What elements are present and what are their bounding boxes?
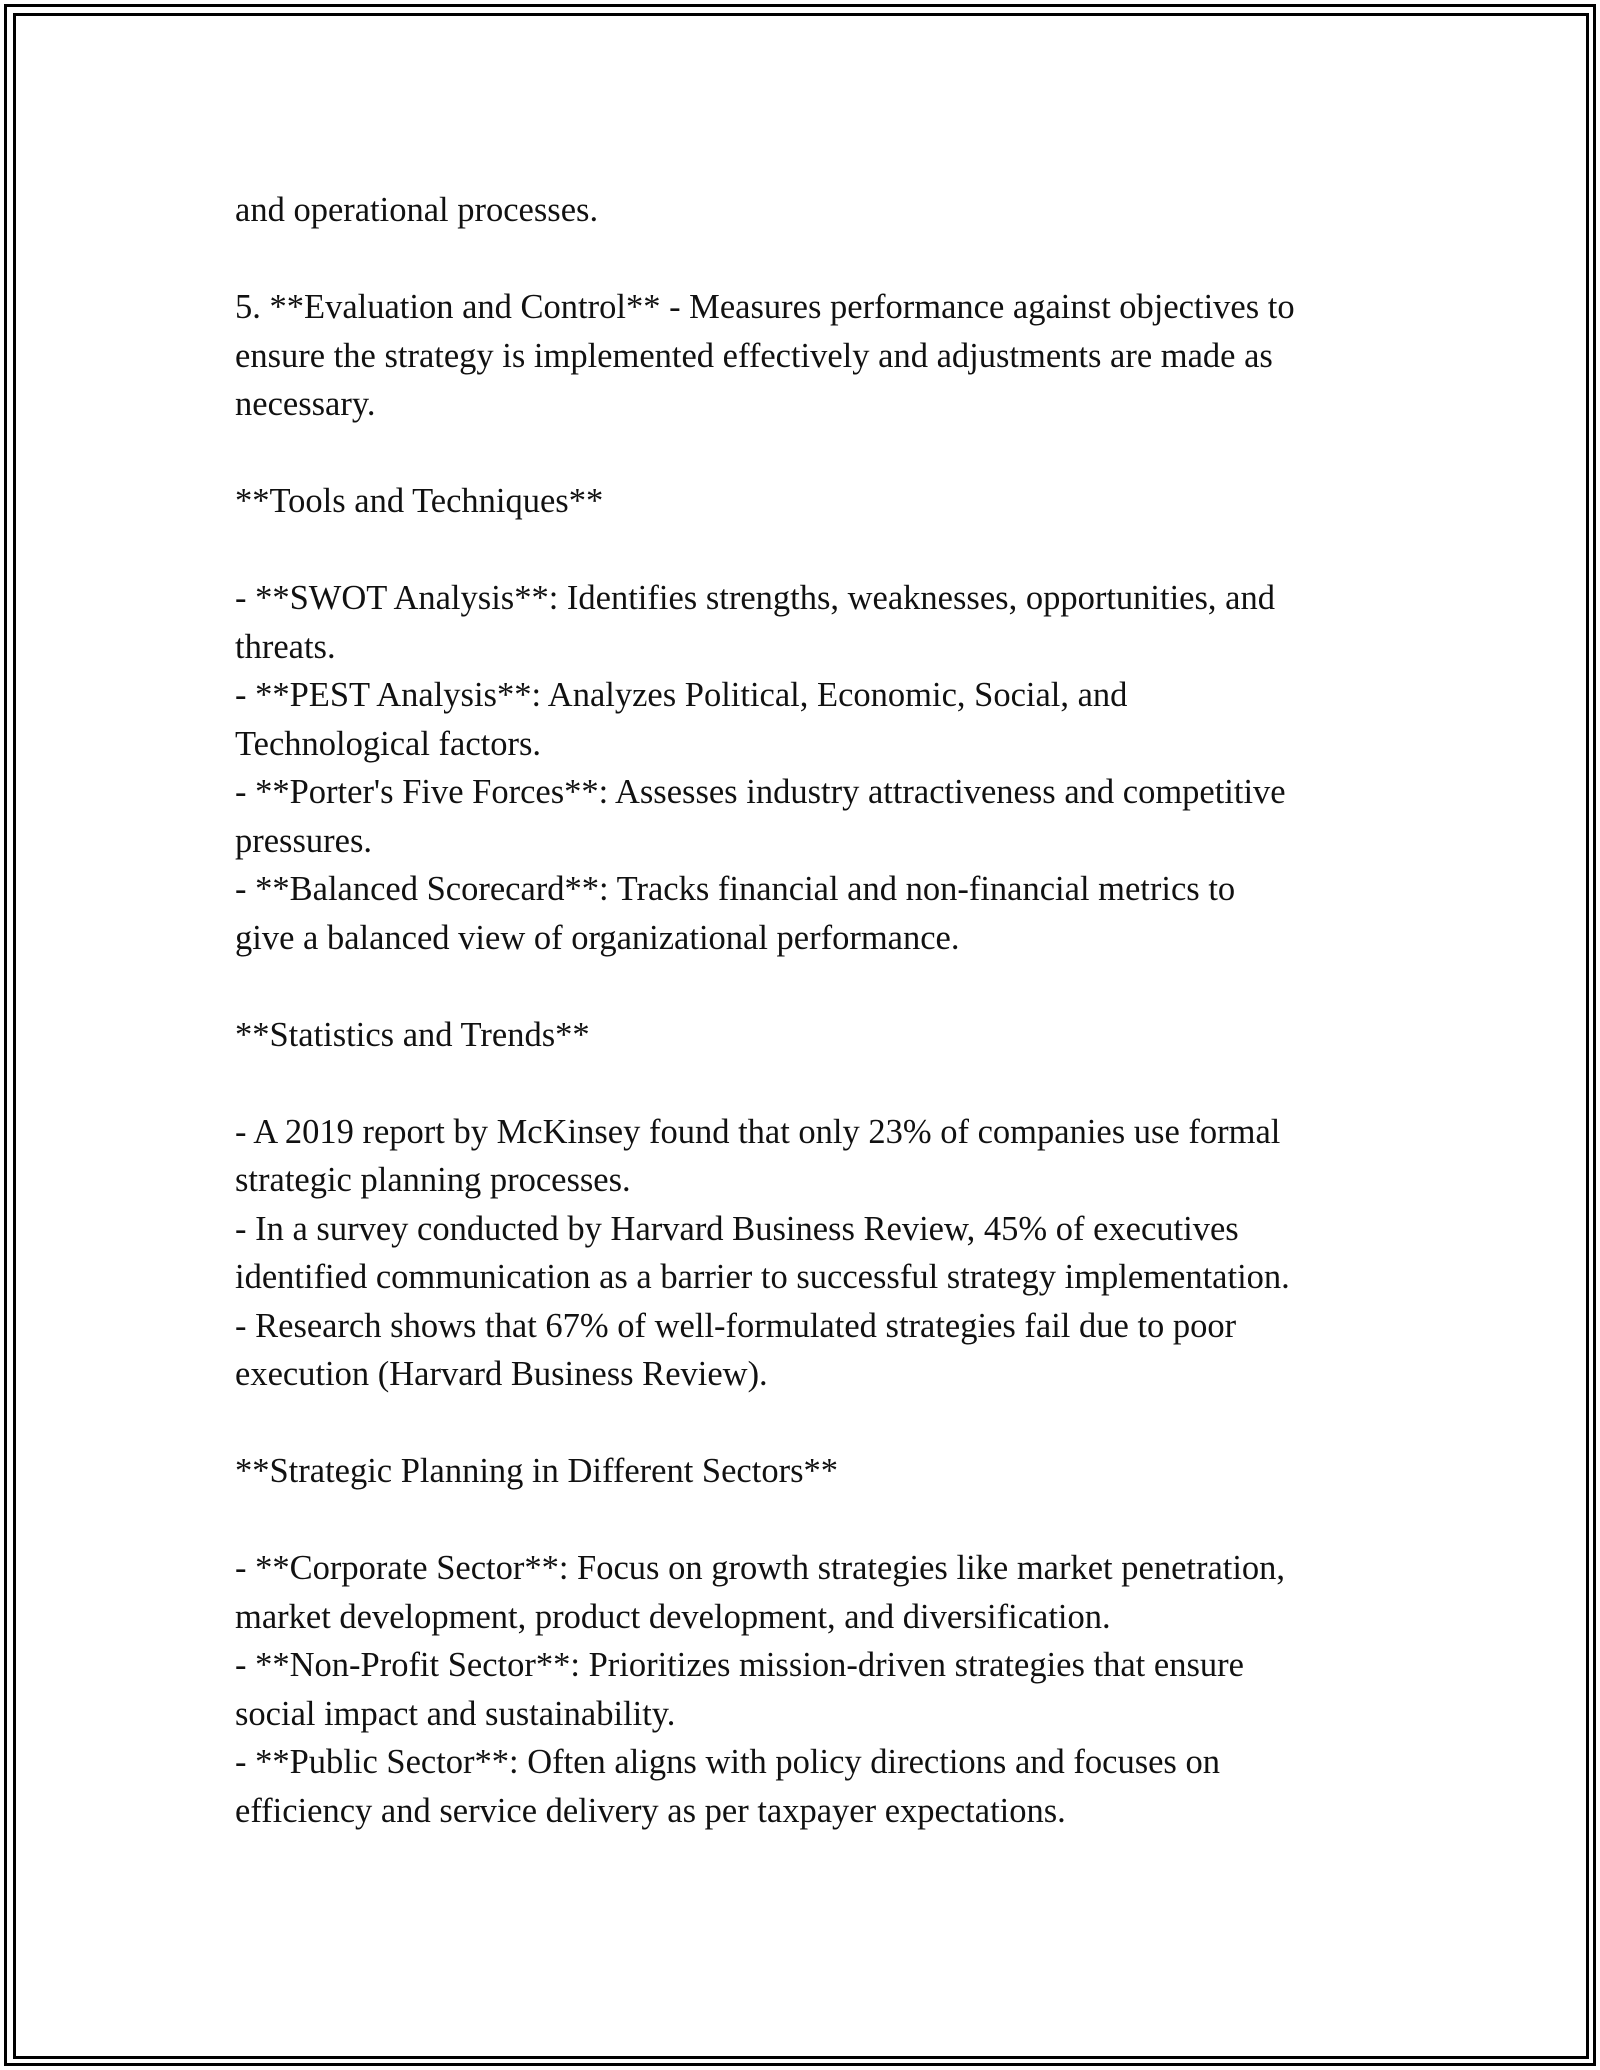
text-line: - **SWOT Analysis**: Identifies strengths, weaknesses, opportunities, and — [235, 579, 1275, 617]
text-line: pressures. — [235, 821, 373, 860]
text-line: - Research shows that 67% of well-formulated strategies fail due to poor — [235, 1306, 1237, 1345]
text-line: give a balanced view of organizational performance. — [235, 918, 960, 957]
section-heading: **Tools and Techniques** — [235, 482, 604, 520]
text-line: - **Porter's Five Forces**: Assesses industry attractiveness and competitive — [235, 773, 1286, 811]
text-line: - A 2019 report by McKinsey found that only 23% of companies use formal — [235, 1112, 1281, 1151]
text-line: social impact and sustainability. — [235, 1694, 676, 1733]
text-line: threats. — [235, 627, 336, 666]
section-heading: **Strategic Planning in Different Sectors** — [235, 1452, 838, 1490]
paragraph-gap — [235, 1059, 1385, 1108]
text-line: and operational processes. — [235, 191, 599, 229]
text-line: market development, product development, and diversification. — [235, 1597, 1111, 1636]
text-line: - In a survey conducted by Harvard Business Review, 45% of executives — [235, 1209, 1239, 1248]
section-heading: **Statistics and Trends** — [235, 1015, 590, 1054]
text-line: necessary. — [235, 385, 376, 423]
text-line: ensure the strategy is implemented effectively and adjustments are made as — [235, 336, 1273, 375]
paragraph-gap — [235, 526, 1385, 575]
paragraph-gap — [235, 235, 1385, 284]
text-line: execution (Harvard Business Review). — [235, 1355, 768, 1393]
text-line: - **Non-Profit Sector**: Prioritizes mission-driven strategies that ensure — [235, 1646, 1244, 1684]
text-line: Technological factors. — [235, 724, 542, 763]
text-line: - **Corporate Sector**: Focus on growth strategies like market penetration, — [235, 1549, 1286, 1587]
document-body — [235, 186, 1385, 1835]
text-line: identified communication as a barrier to successful strategy implementation. — [235, 1258, 1290, 1296]
paragraph-gap — [235, 1496, 1385, 1545]
text-line: efficiency and service delivery as per taxpayer expectations. — [235, 1791, 1066, 1830]
text-line: strategic planning processes. — [235, 1161, 631, 1199]
text-line: - **PEST Analysis**: Analyzes Political, Economic, Social, and — [235, 676, 1128, 714]
paragraph-gap — [235, 1399, 1385, 1448]
paragraph-gap — [235, 429, 1385, 478]
text-line: - **Public Sector**: Often aligns with policy directions and focuses on — [235, 1743, 1220, 1781]
text-line: - **Balanced Scorecard**: Tracks financial and non-financial metrics to — [235, 870, 1236, 908]
text-line: 5. **Evaluation and Control** - Measures performance against objectives to — [235, 288, 1295, 326]
paragraph-gap — [235, 962, 1385, 1011]
